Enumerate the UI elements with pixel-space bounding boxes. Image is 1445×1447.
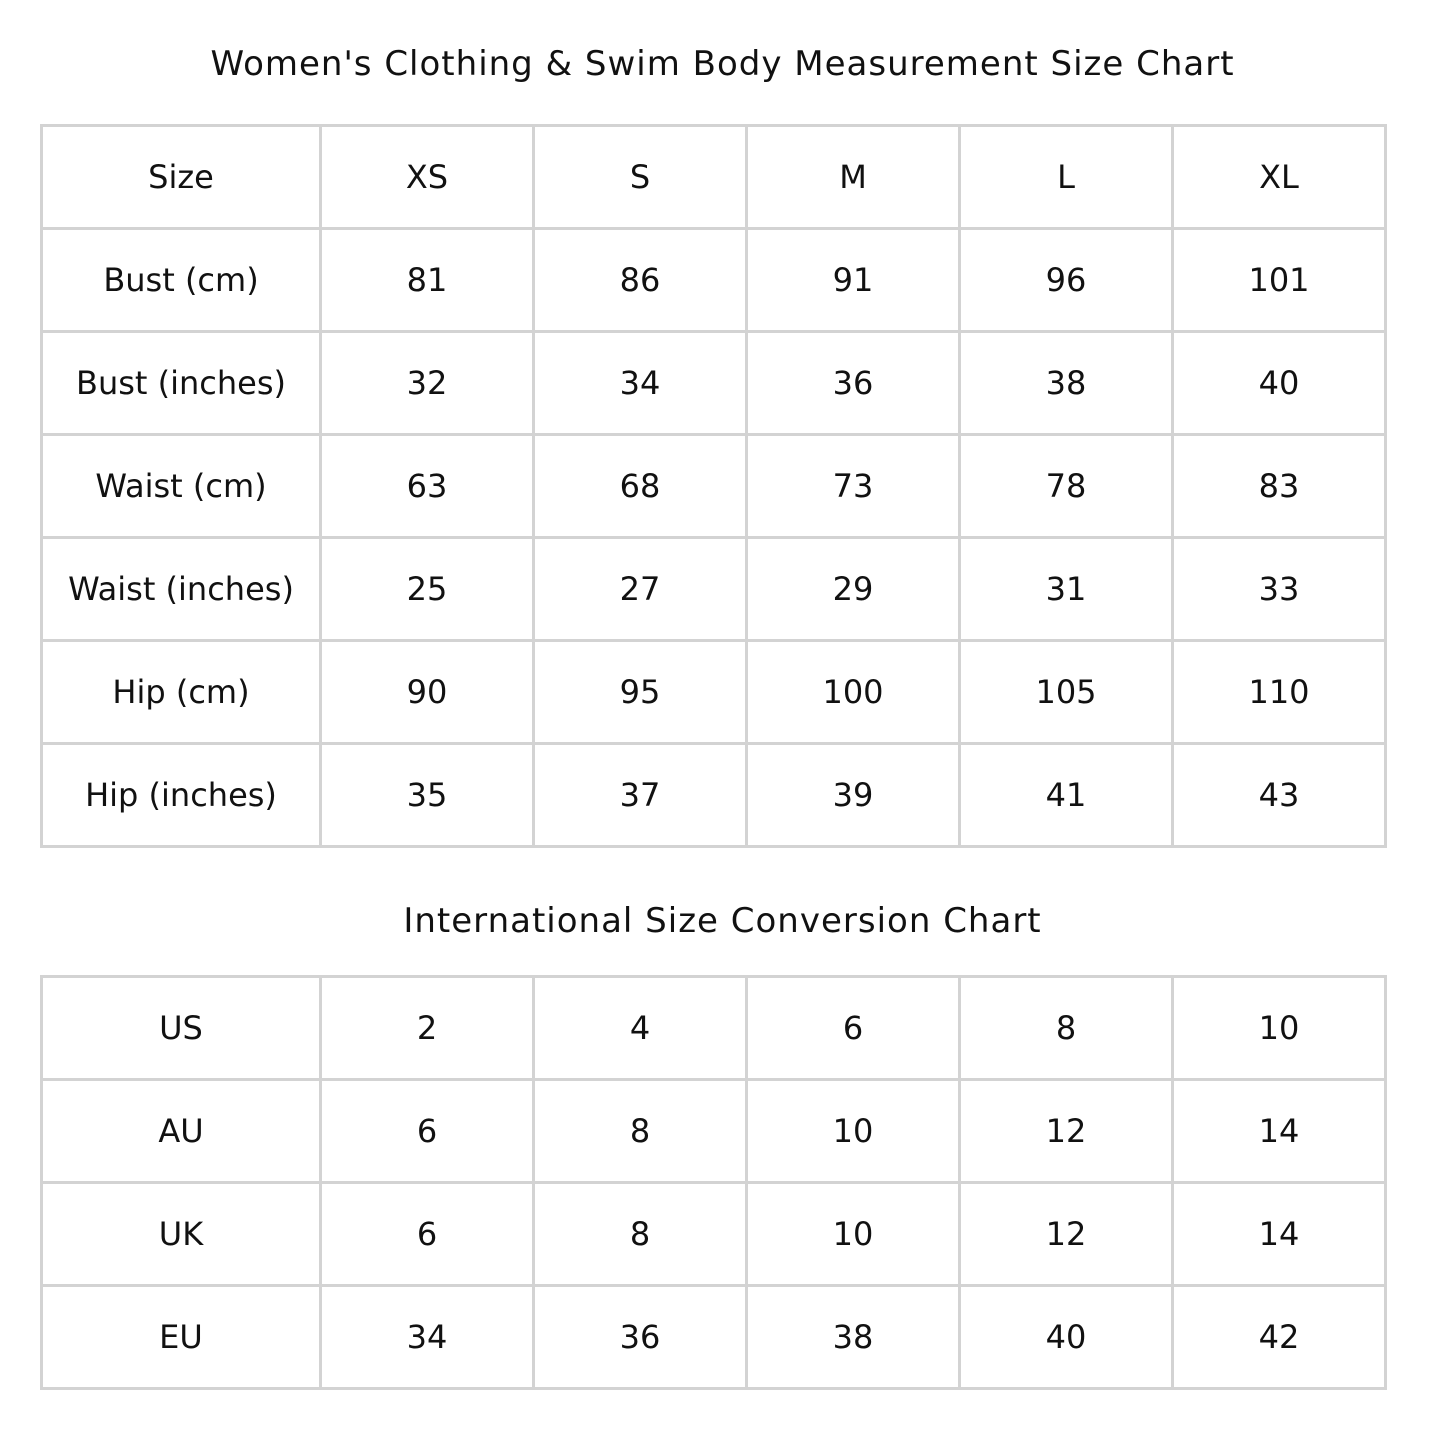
- row-label: AU: [42, 1080, 321, 1183]
- table-cell: 27: [534, 538, 747, 641]
- row-label: UK: [42, 1183, 321, 1286]
- table-cell: 33: [1173, 538, 1386, 641]
- table-cell: 4: [534, 977, 747, 1080]
- table-row: [42, 1080, 1386, 1183]
- table-cell: 73: [747, 435, 960, 538]
- table-cell: 90: [321, 641, 534, 744]
- table-cell: 12: [960, 1080, 1173, 1183]
- table-row: [42, 1286, 1386, 1389]
- table-cell: XS: [321, 126, 534, 229]
- table-row: [42, 641, 1386, 744]
- table-cell: 40: [960, 1286, 1173, 1389]
- table-cell: 81: [321, 229, 534, 332]
- table-cell: 40: [1173, 332, 1386, 435]
- table-cell: M: [747, 126, 960, 229]
- row-label: Size: [42, 126, 321, 229]
- table-cell: 14: [1173, 1183, 1386, 1286]
- row-label: Hip (inches): [42, 744, 321, 847]
- table-cell: 10: [747, 1080, 960, 1183]
- table-cell: 31: [960, 538, 1173, 641]
- table-cell: 96: [960, 229, 1173, 332]
- table-cell: 63: [321, 435, 534, 538]
- table-cell: 100: [747, 641, 960, 744]
- table-cell: 38: [747, 1286, 960, 1389]
- table-cell: 10: [747, 1183, 960, 1286]
- table-cell: 2: [321, 977, 534, 1080]
- measurement-chart-title: Women's Clothing & Swim Body Measurement Size Chart: [210, 44, 1235, 84]
- table-row: [42, 126, 1386, 229]
- table-cell: 110: [1173, 641, 1386, 744]
- table-cell: 36: [534, 1286, 747, 1389]
- table-cell: 6: [747, 977, 960, 1080]
- row-label: Bust (cm): [42, 229, 321, 332]
- table-row: [42, 538, 1386, 641]
- table-cell: 14: [1173, 1080, 1386, 1183]
- table-cell: XL: [1173, 126, 1386, 229]
- row-label: Waist (inches): [42, 538, 321, 641]
- table-row: [42, 1183, 1386, 1286]
- table-cell: 42: [1173, 1286, 1386, 1389]
- table-row: [42, 744, 1386, 847]
- table-cell: 35: [321, 744, 534, 847]
- table-row: [42, 977, 1386, 1080]
- table-cell: 29: [747, 538, 960, 641]
- table-cell: S: [534, 126, 747, 229]
- table-cell: 83: [1173, 435, 1386, 538]
- table-cell: 95: [534, 641, 747, 744]
- row-label: Waist (cm): [42, 435, 321, 538]
- table-cell: 39: [747, 744, 960, 847]
- table-cell: 43: [1173, 744, 1386, 847]
- table-cell: 68: [534, 435, 747, 538]
- table-row: [42, 332, 1386, 435]
- table-cell: 105: [960, 641, 1173, 744]
- conversion-size-table: [40, 975, 1387, 1390]
- table-cell: 101: [1173, 229, 1386, 332]
- table-cell: 32: [321, 332, 534, 435]
- table-cell: 6: [321, 1183, 534, 1286]
- table-cell: 34: [321, 1286, 534, 1389]
- conversion-chart-title: International Size Conversion Chart: [403, 901, 1042, 941]
- table-cell: 8: [534, 1183, 747, 1286]
- row-label: Hip (cm): [42, 641, 321, 744]
- table-cell: 38: [960, 332, 1173, 435]
- table-row: [42, 229, 1386, 332]
- row-label: EU: [42, 1286, 321, 1389]
- table-cell: 78: [960, 435, 1173, 538]
- table-cell: 25: [321, 538, 534, 641]
- table-cell: 10: [1173, 977, 1386, 1080]
- table-cell: 6: [321, 1080, 534, 1183]
- table-cell: 37: [534, 744, 747, 847]
- table-cell: 12: [960, 1183, 1173, 1286]
- table-cell: 41: [960, 744, 1173, 847]
- table-row: [42, 435, 1386, 538]
- measurement-size-table: [40, 124, 1387, 848]
- table-cell: L: [960, 126, 1173, 229]
- table-cell: 86: [534, 229, 747, 332]
- table-cell: 8: [534, 1080, 747, 1183]
- row-label: Bust (inches): [42, 332, 321, 435]
- table-cell: 34: [534, 332, 747, 435]
- table-cell: 8: [960, 977, 1173, 1080]
- table-cell: 91: [747, 229, 960, 332]
- table-cell: 36: [747, 332, 960, 435]
- row-label: US: [42, 977, 321, 1080]
